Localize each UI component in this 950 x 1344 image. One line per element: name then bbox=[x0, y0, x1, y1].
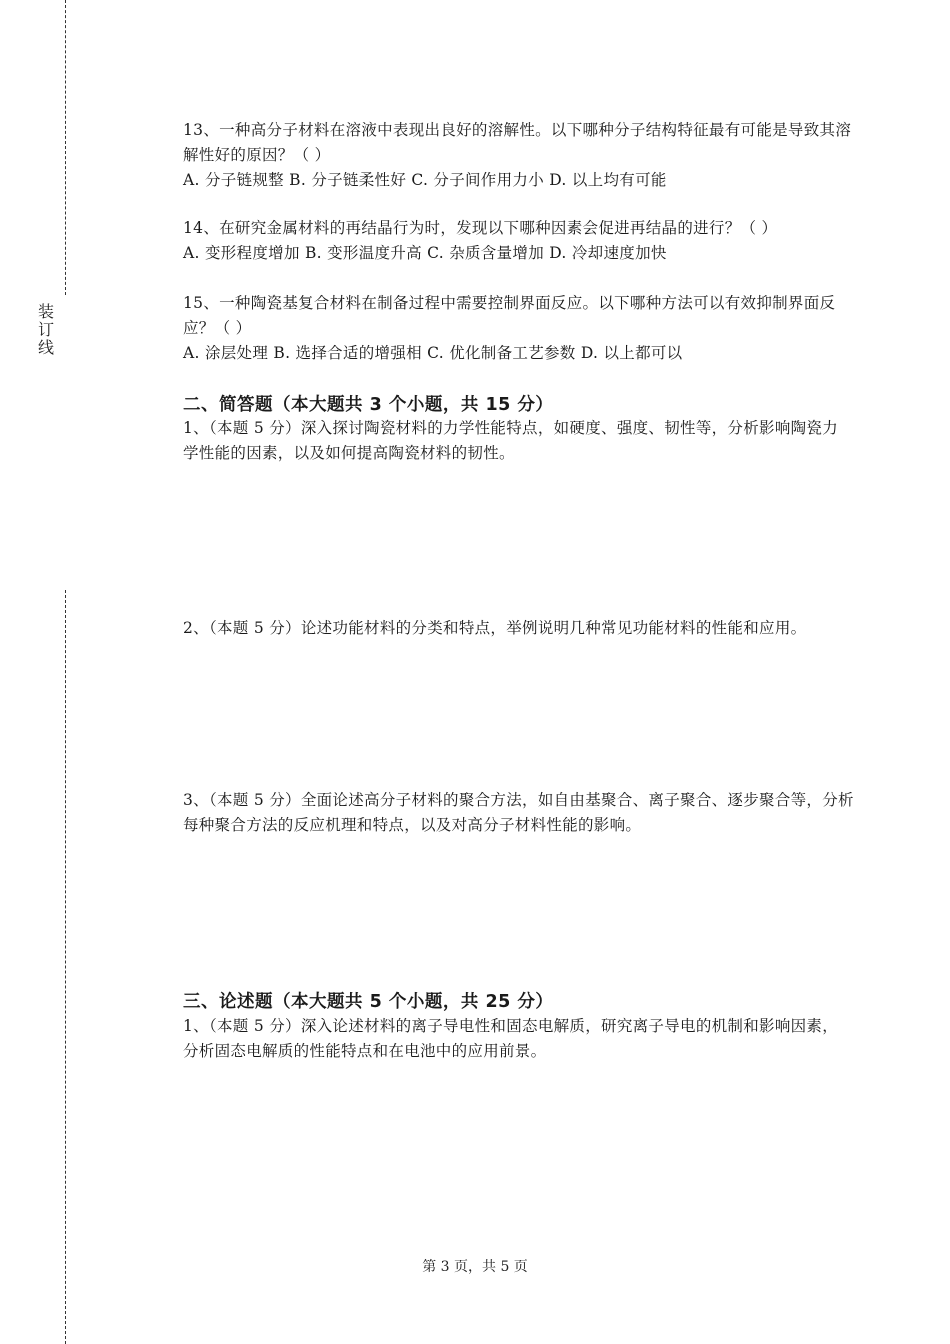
question-options: A. 涂层处理 B. 选择合适的增强相 C. 优化制备工艺参数 D. 以上都可以 bbox=[183, 344, 683, 362]
section-title-short-answer: 二、简答题（本大题共 3 个小题，共 15 分） bbox=[183, 395, 554, 415]
section-title-essay: 三、论述题（本大题共 5 个小题，共 25 分） bbox=[183, 992, 554, 1012]
choice-question-13 bbox=[183, 118, 853, 193]
question-text: 1、（本题 5 分）深入论述材料的离子导电性和固态电解质，研究离子导电的机制和影响因素，分析固态电解质的性能特点和在电池中的应用前景。 bbox=[183, 1017, 839, 1060]
question-stem: 14、在研究金属材料的再结晶行为时，发现以下哪种因素会促进再结晶的进行？（ ） bbox=[183, 219, 778, 237]
choice-question-14 bbox=[183, 216, 853, 266]
short-answer-question-2 bbox=[183, 616, 853, 641]
binding-char: 订 bbox=[37, 320, 54, 339]
question-text: 3、（本题 5 分）全面论述高分子材料的聚合方法，如自由基聚合、离子聚合、逐步聚合等，分析每种聚合方法的反应机理和特点，以及对高分子材料性能的影响。 bbox=[183, 791, 854, 834]
binding-char: 装 bbox=[37, 302, 54, 321]
question-text: 1、（本题 5 分）深入探讨陶瓷材料的力学性能特点，如硬度、强度、韧性等，分析影响陶瓷力学性能的因素，以及如何提高陶瓷材料的韧性。 bbox=[183, 419, 839, 462]
question-options: A. 变形程度增加 B. 变形温度升高 C. 杂质含量增加 D. 冷却速度加快 bbox=[183, 244, 667, 262]
page-number: 第 3 页，共 5 页 bbox=[422, 1259, 528, 1275]
binding-dashed-line-bottom bbox=[65, 590, 66, 1344]
choice-question-15 bbox=[183, 291, 853, 366]
essay-question-1 bbox=[183, 1014, 853, 1064]
binding-dashed-line-top bbox=[65, 0, 66, 295]
binding-label bbox=[36, 303, 56, 357]
question-options: A. 分子链规整 B. 分子链柔性好 C. 分子间作用力小 D. 以上均有可能 bbox=[183, 171, 667, 189]
question-stem: 15、一种陶瓷基复合材料在制备过程中需要控制界面反应。以下哪种方法可以有效抑制界面反应？（ ） bbox=[183, 294, 836, 337]
question-text: 2、（本题 5 分）论述功能材料的分类和特点，举例说明几种常见功能材料的性能和应用。 bbox=[183, 619, 807, 637]
binding-char: 线 bbox=[37, 338, 54, 357]
short-answer-question-1 bbox=[183, 416, 853, 466]
short-answer-question-3 bbox=[183, 788, 858, 838]
question-stem: 13、一种高分子材料在溶液中表现出良好的溶解性。以下哪种分子结构特征最有可能是导致其溶解性好的原因？（ ） bbox=[183, 121, 852, 164]
